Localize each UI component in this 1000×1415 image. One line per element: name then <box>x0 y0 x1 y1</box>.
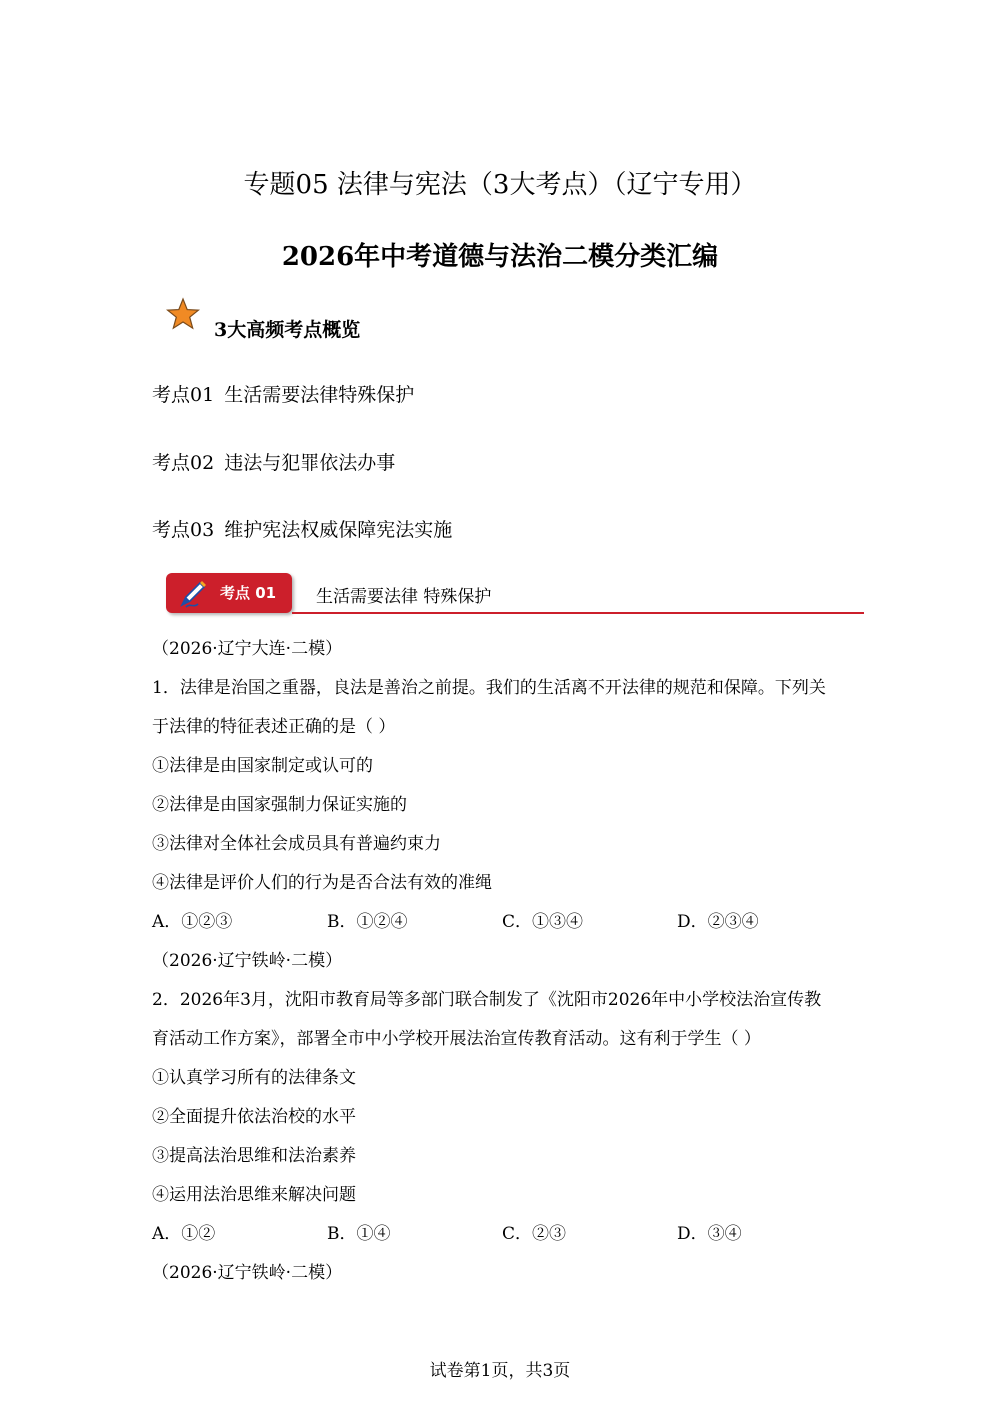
question-item: ③法律对全体社会成员具有普遍约束力 <box>152 834 441 854</box>
key-point-text: 生活需要法律特殊保护 <box>224 384 415 406</box>
pencil-icon <box>178 577 210 609</box>
question-source: （2026·辽宁铁岭·二模） <box>152 1263 343 1283</box>
key-point-text: 违法与犯罪依法办事 <box>224 452 396 474</box>
section-rule <box>292 612 864 614</box>
section-badge-label: 考点 01 <box>220 584 277 602</box>
question-item: ④法律是评价人们的行为是否合法有效的准绳 <box>152 873 492 893</box>
key-point-3 <box>152 517 452 543</box>
question-source: （2026·辽宁大连·二模） <box>152 639 343 659</box>
key-point-1 <box>152 382 414 408</box>
overview-label: 3大高频考点概览 <box>214 318 361 341</box>
option-c: C．②③ <box>502 1224 567 1244</box>
question-stem: 2．2026年3月，沈阳市教育局等多部门联合制发了《沈阳市2026年中小学校法治宣传教 <box>152 990 822 1010</box>
question-stem: 1．法律是治国之重器，良法是善治之前提。我们的生活离不开法律的规范和保障。下列关 <box>152 678 826 698</box>
key-point-number: 考点03 <box>152 519 215 541</box>
section-badge <box>166 573 292 613</box>
question-item: ①认真学习所有的法律条文 <box>152 1068 356 1088</box>
option-a: A．①② <box>152 1224 216 1244</box>
section-header <box>166 573 864 617</box>
option-c: C．①③④ <box>502 912 584 932</box>
questions-area <box>152 630 852 1293</box>
question-stem: 育活动工作方案》，部署全市中小学校开展法治宣传教育活动。这有利于学生（ ） <box>152 1029 761 1049</box>
key-point-number: 考点02 <box>152 452 215 474</box>
key-point-2 <box>152 450 395 476</box>
key-point-number: 考点01 <box>152 384 215 406</box>
key-point-text: 维护宪法权威保障宪法实施 <box>224 519 453 541</box>
question-stem: 于法律的特征表述正确的是（ ） <box>152 717 396 737</box>
question-item: ③提高法治思维和法治素养 <box>152 1146 356 1166</box>
document-title: 专题05 法律与宪法（3大考点）（辽宁专用） <box>243 170 757 200</box>
answer-options <box>152 1215 852 1254</box>
answer-options <box>152 903 852 942</box>
document-subtitle: 2026年中考道德与法治二模分类汇编 <box>281 242 719 272</box>
question-item: ②法律是由国家强制力保证实施的 <box>152 795 407 815</box>
star-icon <box>166 297 200 331</box>
option-d: D．②③④ <box>677 912 759 932</box>
option-d: D．③④ <box>677 1224 742 1244</box>
option-b: B．①④ <box>327 1224 391 1244</box>
option-a: A．①②③ <box>152 912 233 932</box>
question-item: ①法律是由国家制定或认可的 <box>152 756 373 776</box>
question-item: ④运用法治思维来解决问题 <box>152 1185 356 1205</box>
option-b: B．①②④ <box>327 912 408 932</box>
question-source: （2026·辽宁铁岭·二模） <box>152 951 343 971</box>
question-item: ②全面提升依法治校的水平 <box>152 1107 356 1127</box>
overview-heading <box>166 300 360 340</box>
page-footer: 试卷第1页，共3页 <box>429 1361 571 1381</box>
section-title: 生活需要法律 特殊保护 <box>316 587 492 607</box>
